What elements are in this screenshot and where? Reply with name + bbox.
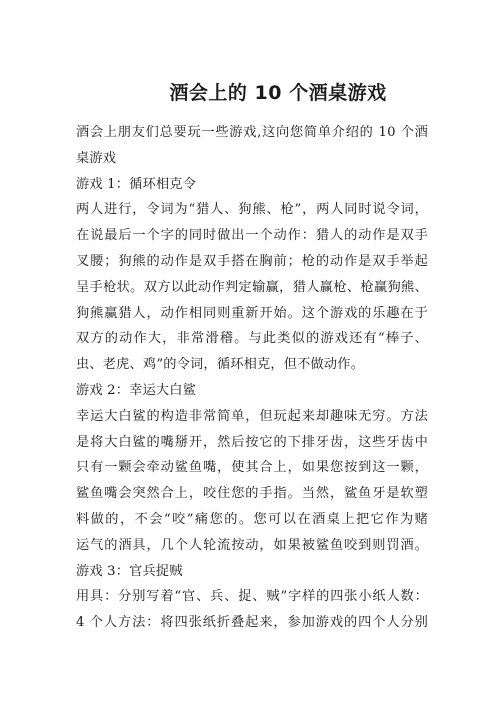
document-body [76, 120, 428, 636]
paragraph-line: 用具：分别写着“官、兵、捉、贼”字样的四张小纸人数： [76, 589, 428, 605]
paragraph-line: 狗熊赢猎人，动作相同则重新开始。这个游戏的乐趣在于 [76, 305, 428, 321]
paragraph-line: 两人进行，令词为“猎人、狗熊、枪”，两人同时说令词， [76, 202, 428, 218]
paragraph-line: 虫、老虎、鸡”的令词，循环相克，但不做动作。 [76, 357, 365, 373]
section-heading: 游戏 3：官兵捉贼 [76, 563, 183, 579]
section-heading: 游戏 2：幸运大白鲨 [76, 382, 197, 398]
paragraph-line: 4 个人方法：将四张纸折叠起来，参加游戏的四个人分别 [76, 615, 428, 631]
paragraph-line: 在说最后一个字的同时做出一个动作：猎人的动作是双手 [76, 228, 428, 244]
paragraph-line: 双方的动作大，非常滑稽。与此类似的游戏还有“棒子、 [76, 331, 428, 347]
section-heading: 游戏 1：循环相克令 [76, 176, 197, 192]
paragraph-line: 料做的，不会“咬”痛您的。您可以在酒桌上把它作为赌 [76, 511, 428, 527]
paragraph-line: 桌游戏 [76, 150, 117, 166]
paragraph-line: 幸运大白鲨的构造非常简单，但玩起来却趣味无穷。方法 [76, 408, 428, 424]
paragraph-line: 酒会上朋友们总要玩一些游戏,这向您简单介绍的 10 个酒 [76, 125, 428, 140]
paragraph-line: 运气的酒具，几个人轮流按动，如果被鲨鱼咬到则罚酒。 [76, 537, 428, 553]
paragraph-line: 是将大白鲨的嘴掰开，然后按它的下排牙齿，这些牙齿中 [76, 434, 428, 450]
paragraph-line: 叉腰；狗熊的动作是双手搭在胸前；枪的动作是双手举起 [76, 253, 428, 269]
paragraph-line: 鲨鱼嘴会突然合上，咬住您的手指。当然，鲨鱼牙是软塑 [76, 486, 428, 502]
paragraph-line: 只有一颗会牵动鲨鱼嘴，使其合上，如果您按到这一颗， [76, 460, 428, 476]
document-title: 酒会上的 10 个酒桌游戏 [169, 82, 387, 104]
paragraph-line: 呈手枪状。双方以此动作判定输赢，猎人赢枪、枪赢狗熊、 [76, 279, 428, 295]
